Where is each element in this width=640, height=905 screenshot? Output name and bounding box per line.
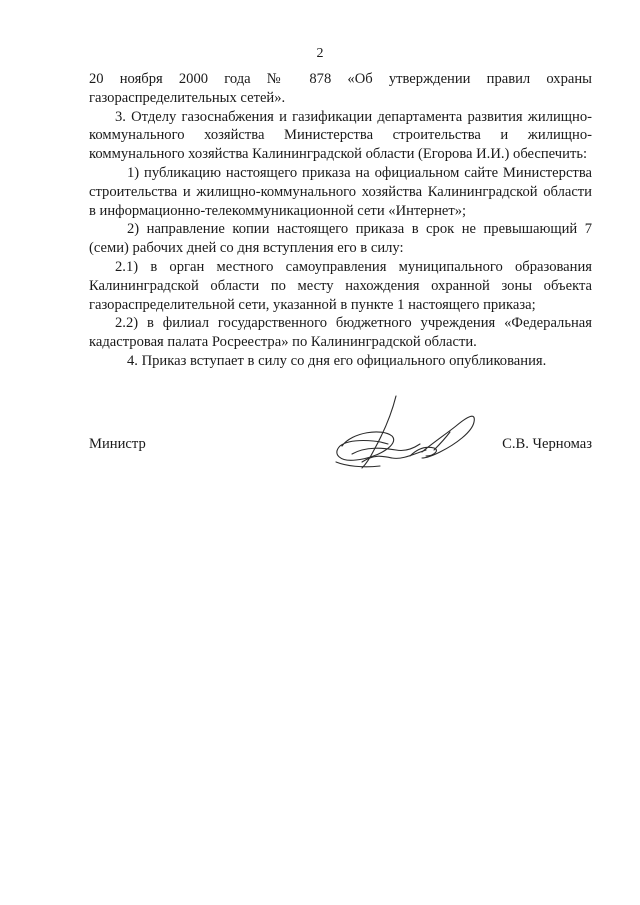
paragraph-subitem-2-1: 2.1) в орган местного самоуправления муниципального образования Калининградской области по месту нахождения охранной зоны объекта газораспределительной сети, указанной в пункте 1 настоящего приказа; [89,258,592,313]
handwritten-signature [322,392,482,482]
paragraph-subitem-2-2: 2.2) в филиал государственного бюджетного учреждения «Федеральная кадастровая палата Росреестра» по Калининградской области. [89,315,592,351]
paragraph-subitem-1: 1) публикацию настоящего приказа на официальном сайте Министерства строительства и жилищно-коммунального хозяйства Калининградской области в информационно-телекоммуникационной сети «Интернет»; [89,164,592,219]
page-number: 2 [316,46,324,61]
document-body [89,70,592,371]
signatory-title: Министр [89,436,146,452]
paragraph-item-3: 3. Отделу газоснабжения и газификации департамента развития жилищно-коммунального хозяйства Министерства строительства и жилищно-коммунального хозяйства Калининградской области (Егорова И.И.) обеспечить: [89,108,592,163]
paragraph-item-4: 4. Приказ вступает в силу со дня его официального опубликования. [127,352,547,369]
signatory-name: С.В. Черномаз [502,436,592,452]
paragraph-subitem-2: 2) направление копии настоящего приказа в срок не превышающий 7 (семи) рабочих дней со дня вступления его в силу: [89,221,592,257]
paragraph-continuation: 20 ноября 2000 года № 878 «Об утверждении правил охраны газораспределительных сетей». [89,71,592,106]
